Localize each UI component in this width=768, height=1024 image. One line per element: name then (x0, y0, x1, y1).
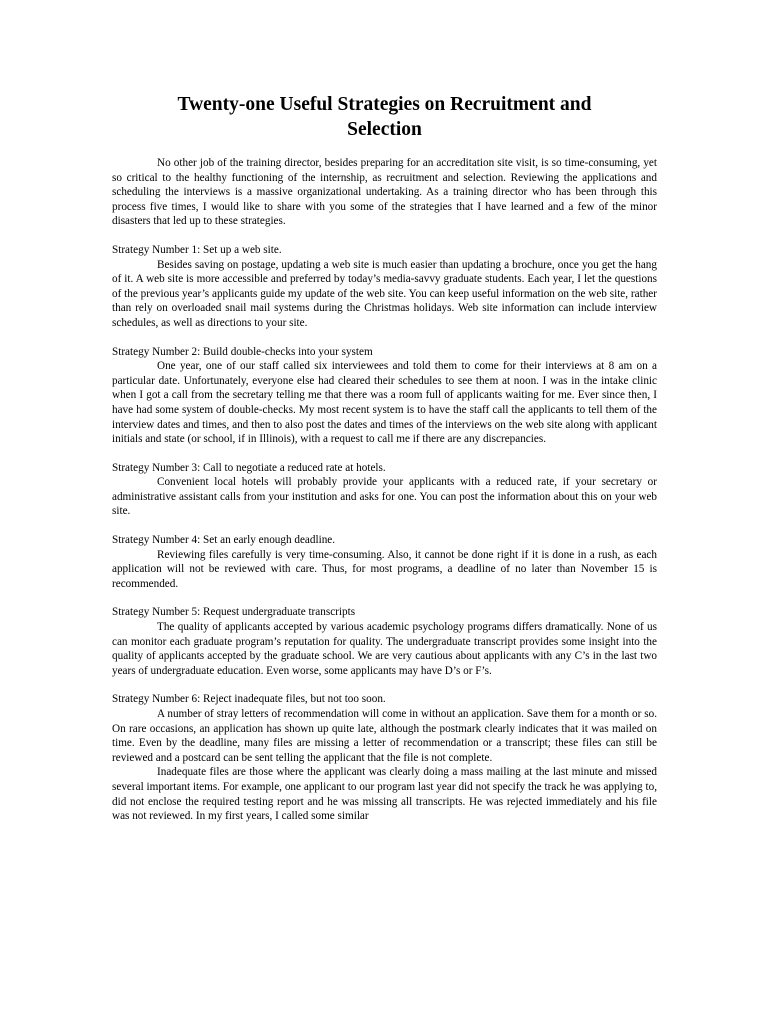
strategy-5 (112, 605, 657, 678)
strategy-paragraph: Reviewing files carefully is very time-consuming. Also, it cannot be done right if it is done in a rush, as each application will not be reviewed with care. Thus, for most programs, a deadline of no later than November 15 is recommended. (112, 548, 657, 590)
strategy-paragraph: A number of stray letters of recommendation will come in without an application. Save them for a month or so. On rare occasions, an application has shown up quite late, although the postmark clearly indicates that it was mailed on time. Even by the deadline, many files are missing a letter of recommendation or a transcript; these files can still be reviewed and a postcard can be sent telling the applicant that the file is not complete. (112, 708, 657, 764)
intro-paragraph: No other job of the training director, besides preparing for an accreditation site visit, is so time-consuming, yet so critical to the healthy functioning of the internship, as recruitment and selection. Reviewing the applications and scheduling the interviews is a massive organizational undertaking. As a training director who has been through this process five times, I would like to share with you some of the strategies that I have learned and a few of the minor disasters that led up to these strategies. (112, 157, 657, 228)
strategy-heading: Strategy Number 3: Call to negotiate a reduced rate at hotels. (112, 461, 386, 474)
strategy-2 (112, 345, 657, 447)
strategy-1 (112, 243, 657, 331)
title-line-2: Selection (347, 119, 422, 140)
strategy-paragraph: Besides saving on postage, updating a web site is much easier than updating a brochure, once you get the hang of it. A web site is more accessible and preferred by today’s media-savvy graduate students. Each year, I let the questions of the previous year’s applicants guide my update of the web site. You can keep useful information on the web site, rather than rely on overloaded snail mail systems during the Christmas holidays. Web site information can include interview schedules, as well as directions to your site. (112, 258, 657, 329)
strategy-paragraph: Convenient local hotels will probably provide your applicants with a reduced rate, if your secretary or administrative assistant calls from your institution and asks for one. You can post the information about this on your web site. (112, 476, 657, 518)
strategy-3 (112, 461, 657, 519)
strategy-heading: Strategy Number 6: Reject inadequate files, but not too soon. (112, 693, 386, 706)
strategy-paragraph: Inadequate files are those where the applicant was clearly doing a mass mailing at the last minute and missed several important items. For example, one applicant to our program last year did not specify the track he was applying to, did not enclose the required testing report and he was missing all transcripts. He was rejected immediately and his file was not reviewed. In my first years, I called some similar (112, 766, 657, 823)
strategy-paragraph: One year, one of our staff called six interviewees and told them to come for their interviews at 8 am on a particular date. Unfortunately, everyone else had cleared their schedules to see them at noon. I was in the intake clinic when I got a call from the secretary telling me that there was a room full of applicants waiting for me. Ever since then, I have had some system of double-checks. My most recent system is to have the staff call the applicants to tell them of the interview dates and times, and then to also post the dates and times of the interviews on the web site along with applicant initials and state (or school, if in Illinois), with a request to call me if there are any discrepancies. (112, 360, 657, 446)
strategy-heading: Strategy Number 4: Set an early enough deadline. (112, 534, 336, 547)
title-line-1: Twenty-one Useful Strategies on Recruitment and (177, 94, 592, 115)
strategy-heading: Strategy Number 1: Set up a web site. (112, 243, 282, 256)
strategy-paragraph: The quality of applicants accepted by various academic psychology programs differs dramatically. None of us can monitor each graduate program’s reputation for quality. The undergraduate transcript provides some insight into the quality of applicants accepted by the graduate school. We are very cautious about applicants with any C’s in the last two years of undergraduate education. Even worse, some applicants may have D’s or F’s. (112, 621, 657, 677)
document-page (112, 92, 657, 838)
strategy-heading: Strategy Number 2: Build double-checks into your system (112, 345, 373, 358)
document-title (112, 92, 657, 142)
strategy-6 (112, 692, 657, 823)
strategy-4 (112, 533, 657, 591)
strategy-heading: Strategy Number 5: Request undergraduate transcripts (112, 606, 356, 619)
